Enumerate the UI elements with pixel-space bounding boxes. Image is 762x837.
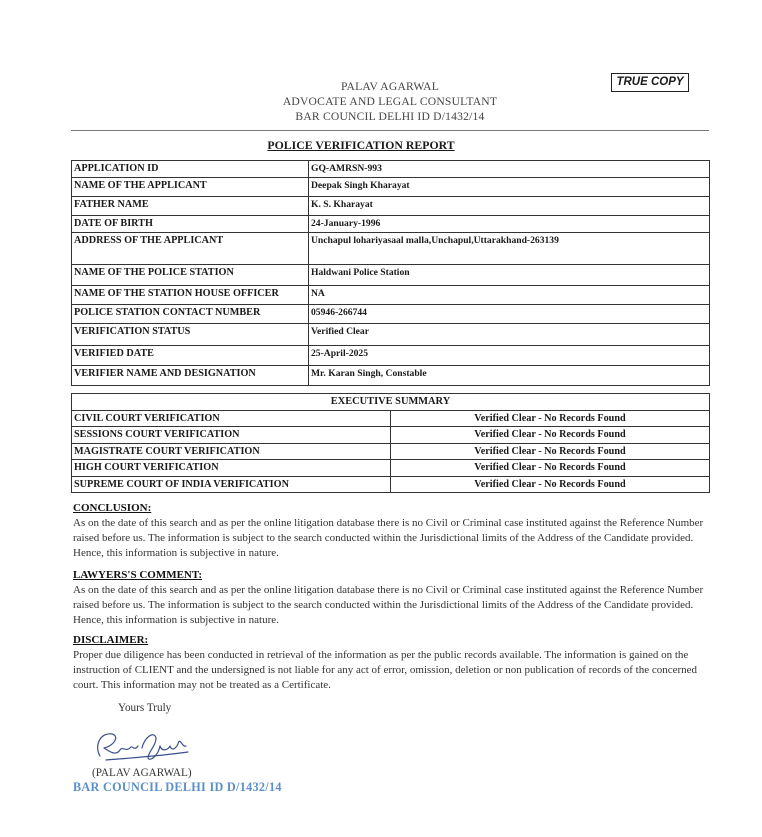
table-row [72,233,710,265]
detail-label: VERIFIED DATE [72,346,309,366]
court-result: Verified Clear - No Records Found [391,476,710,493]
detail-value: 25-April-2025 [309,346,710,366]
court-label: MAGISTRATE COURT VERIFICATION [72,443,391,460]
letterhead-title: ADVOCATE AND LEGAL CONSULTANT [282,95,498,108]
table-row [72,178,710,197]
detail-value: Unchapul lohariyasaal malla,Unchapul,Uttarakhand-263139 [309,233,710,265]
letterhead [200,79,580,124]
table-row [72,346,710,366]
closing-salutation: Yours Truly [118,702,172,714]
disclaimer-heading: DISCLAIMER: [73,634,149,646]
detail-label: DATE OF BIRTH [72,216,309,233]
table-row [72,216,710,233]
table-row [72,305,710,324]
true-copy-badge: TRUE COPY [611,73,689,92]
conclusion-section [73,501,713,561]
conclusion-heading: CONCLUSION: [73,502,152,514]
detail-label: FATHER NAME [72,197,309,216]
disclaimer-text: Proper due diligence has been conducted in retrieval of the information as per the public records available. The information is gained on the instruction of CLIENT and the undersigned is not liable for any act of error, omission, deletion or non publication of records of the concerned court. This information may not be treated as a Certificate. [73,649,698,691]
detail-value: Deepak Singh Kharayat [309,178,710,197]
table-row [72,410,710,427]
table-row [72,460,710,477]
detail-label: APPLICATION ID [72,161,309,178]
detail-value: GQ-AMRSN-993 [309,161,710,178]
detail-label: NAME OF THE APPLICANT [72,178,309,197]
court-label: SESSIONS COURT VERIFICATION [72,427,391,444]
table-row [72,286,710,305]
executive-summary-heading: EXECUTIVE SUMMARY [72,394,710,411]
lawyers-comment-section [73,568,713,628]
court-label: HIGH COURT VERIFICATION [72,460,391,477]
letterhead-bar-id: BAR COUNCIL DELHI ID D/1432/14 [295,110,485,123]
detail-label: POLICE STATION CONTACT NUMBER [72,305,309,324]
lawyers-comment-heading: LAWYERS'S COMMENT: [73,569,203,581]
report-title: POLICE VERIFICATION REPORT [267,138,455,152]
court-result: Verified Clear - No Records Found [391,460,710,477]
signature-image [90,722,200,766]
table-row [72,427,710,444]
letterhead-name: PALAV AGARWAL [340,80,440,93]
table-row [72,443,710,460]
detail-value: 05946-266744 [309,305,710,324]
detail-value: Verified Clear [309,324,710,346]
table-row [72,366,710,386]
detail-label: NAME OF THE POLICE STATION [72,265,309,286]
detail-label: VERIFIER NAME AND DESIGNATION [72,366,309,386]
lawyers-comment-text: As on the date of this search and as per the online litigation database there is no Civil or Criminal case instituted against the Reference Number raised before us. The information is subject to the search conducted within the Jurisdictional limits of the Address of the Candidate provided. Hence, this information is subjective in nature. [73,584,704,626]
table-row [72,324,710,346]
table-row [72,197,710,216]
table-row [72,161,710,178]
court-result: Verified Clear - No Records Found [391,443,710,460]
table-row [72,265,710,286]
header-divider [71,130,709,131]
conclusion-text: As on the date of this search and as per the online litigation database there is no Civil or Criminal case instituted against the Reference Number raised before us. The information is subject to the search conducted within the Jurisdictional limits of the Address of the Candidate provided. Hence, this information is subjective in nature. [73,517,704,559]
summary-heading-row [72,394,710,411]
detail-value: NA [309,286,710,305]
detail-value: Mr. Karan Singh, Constable [309,366,710,386]
court-label: CIVIL COURT VERIFICATION [72,410,391,427]
details-table [71,160,710,386]
disclaimer-section [73,633,713,693]
detail-value: K. S. Kharayat [309,197,710,216]
detail-value: Haldwani Police Station [309,265,710,286]
executive-summary-table [71,393,710,493]
court-result: Verified Clear - No Records Found [391,427,710,444]
footer-bar-council-id: BAR COUNCIL DELHI ID D/1432/14 [73,780,282,794]
court-result: Verified Clear - No Records Found [391,410,710,427]
table-row [72,476,710,493]
detail-label: NAME OF THE STATION HOUSE OFFICER [72,286,309,305]
signer-name: (PALAV AGARWAL) [92,767,192,779]
detail-value: 24-January-1996 [309,216,710,233]
court-label: SUPREME COURT OF INDIA VERIFICATION [72,476,391,493]
detail-label: VERIFICATION STATUS [72,324,309,346]
detail-label: ADDRESS OF THE APPLICANT [72,233,309,265]
